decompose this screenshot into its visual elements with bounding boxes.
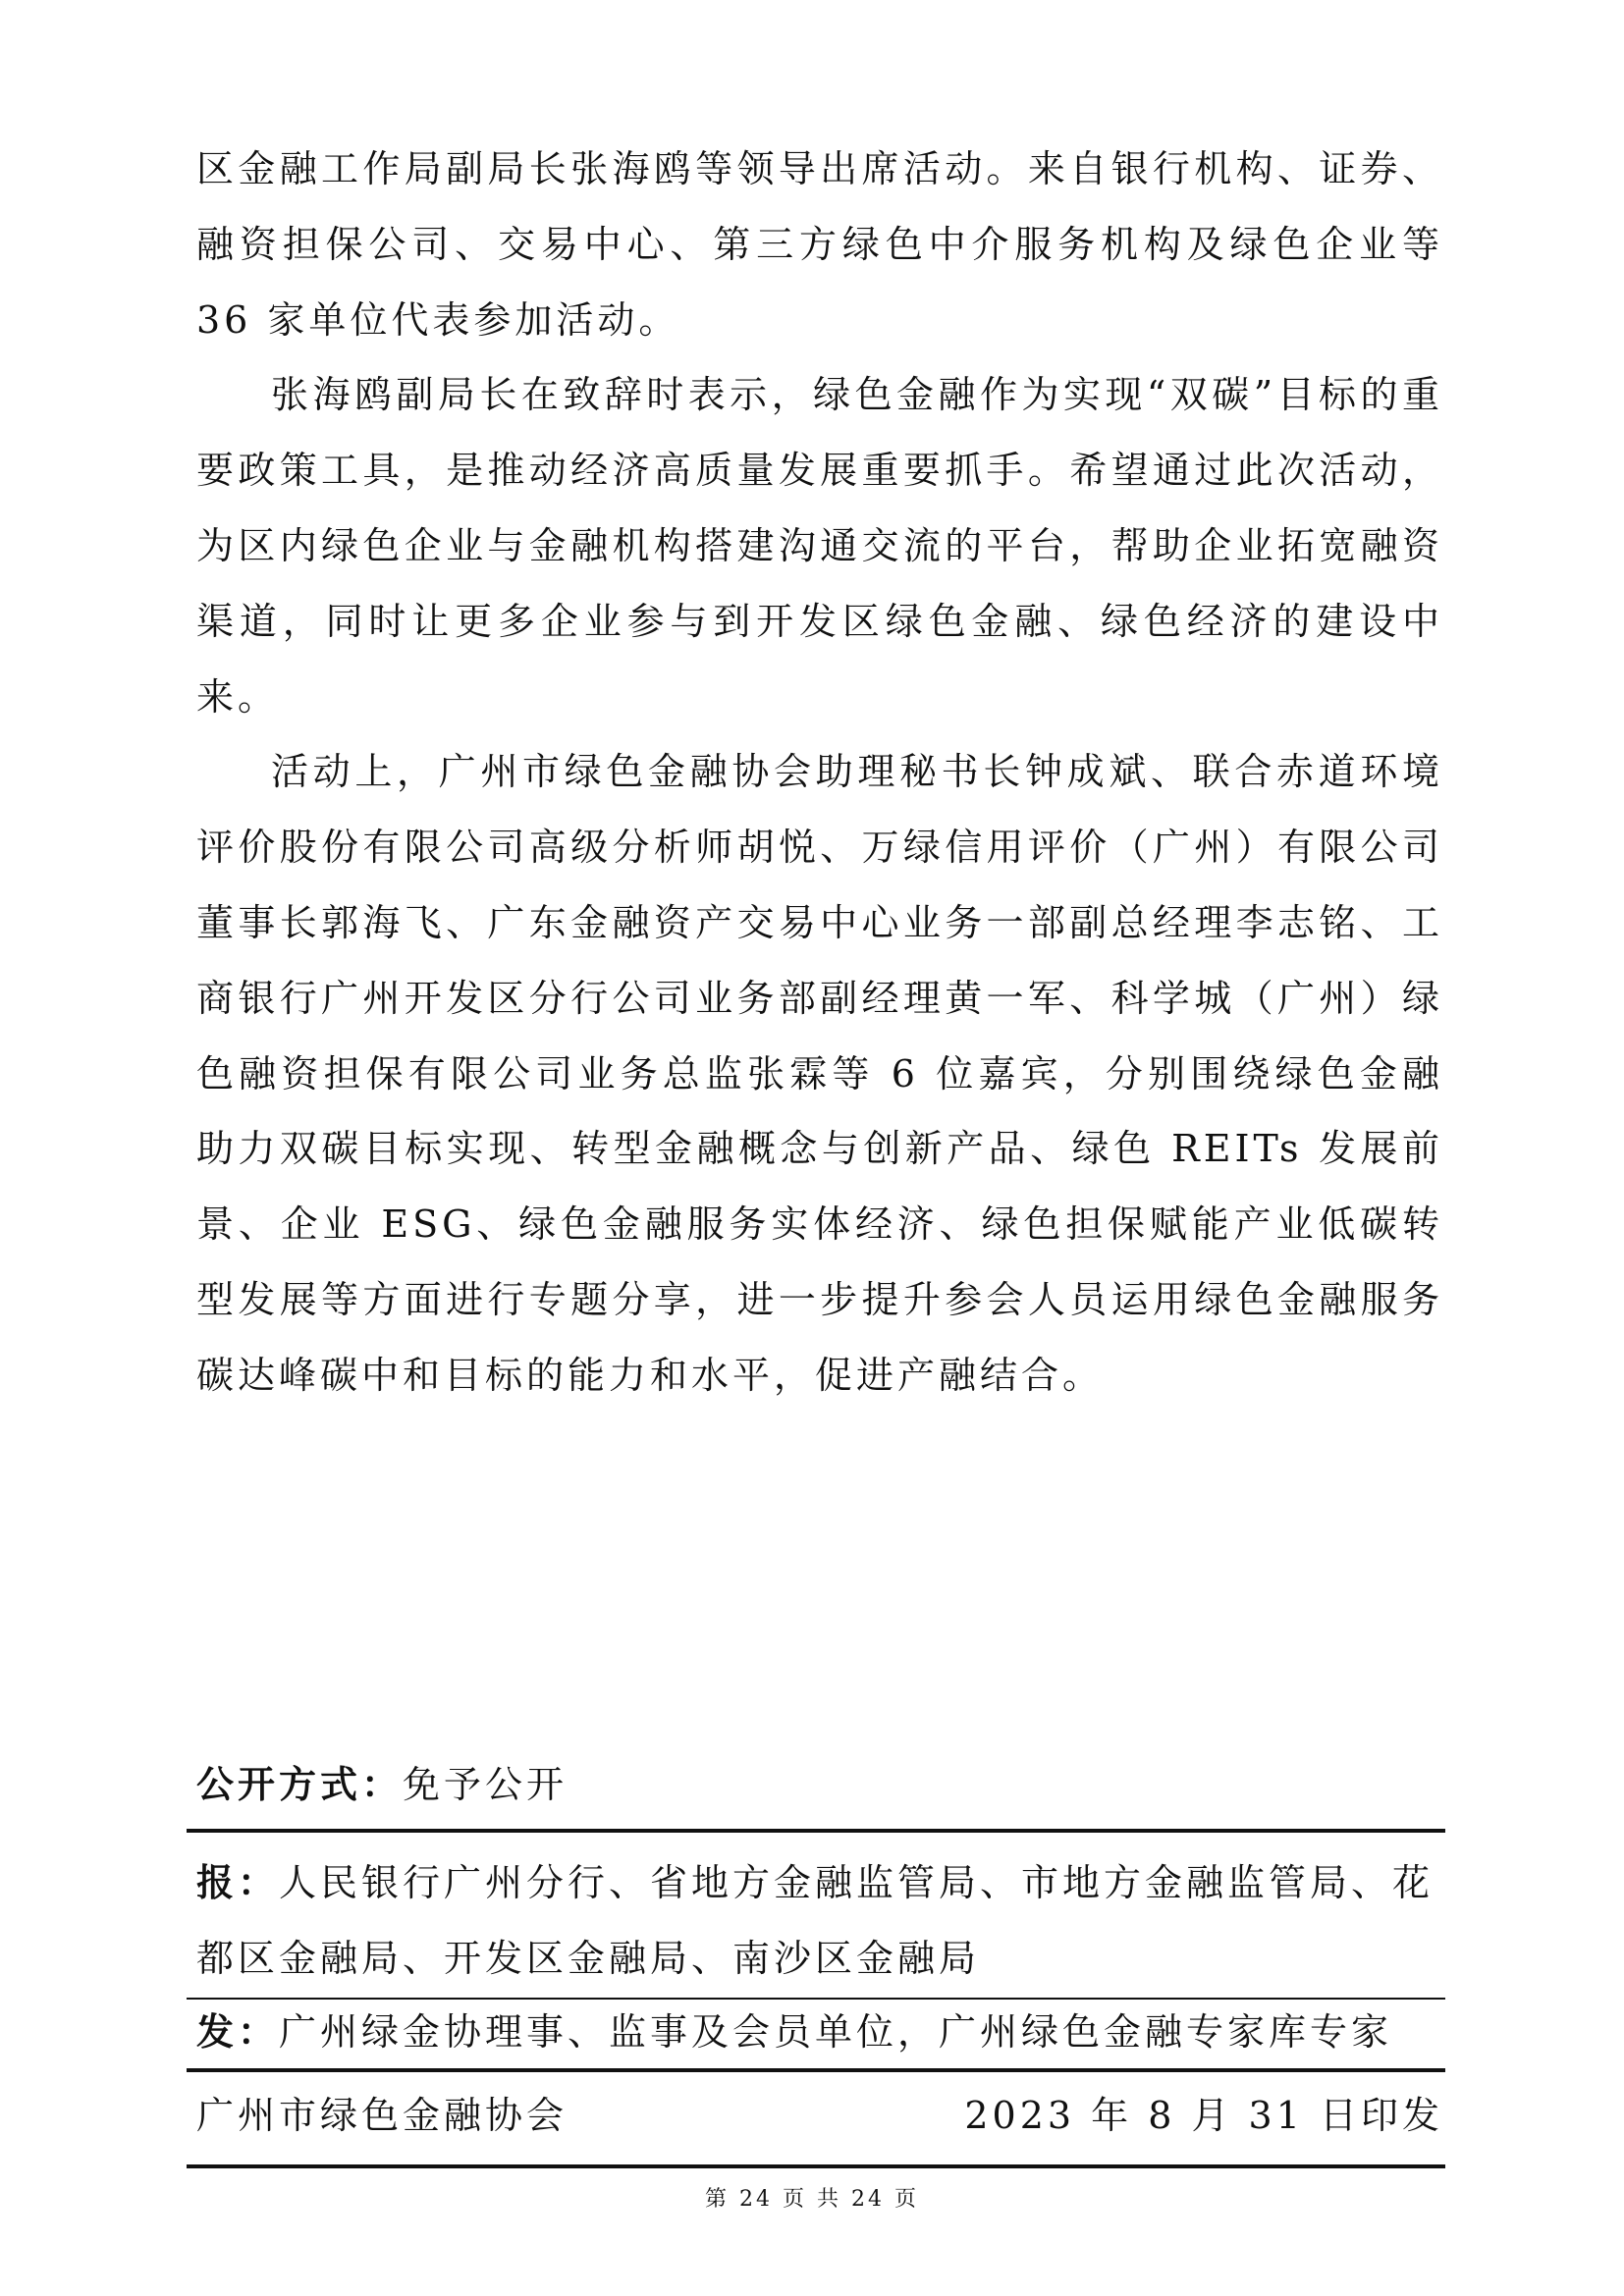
- disclosure-value: 免予公开: [403, 1763, 568, 1806]
- divider-bottom: [187, 2164, 1445, 2168]
- paragraph-sharing: 活动上，广州市绿色金融协会助理秘书长钟成斌、联合赤道环境评价股份有限公司高级分析师胡悦、万绿信用评价（广州）有限公司董事长郭海飞、广东金融资产交易中心业务一部副总经理李志铭、工商银行广州开发区分行公司业务部副经理黄一军、科学城（广州）绿色融资担保有限公司业务总监张霖等 6 位嘉宾，分别围绕绿色金融助力双碳目标实现、转型金融概念与创新产品、绿色 REITs 发展前景、企业 ESG、绿色金融服务实体经济、绿色担保赋能产业低碳转型发展等方面进行专题分享，进一步提升参会人员运用绿色金融服务碳达峰碳中和目标的能力和水平，促进产融结合。: [196, 750, 1443, 1397]
- report-value: 人民银行广州分行、省地方金融监管局、市地方金融监管局、花都区金融局、开发区金融局、南沙区金融局: [196, 1861, 1435, 1980]
- report-to-block: [196, 1845, 1443, 1997]
- issuer-row: [196, 2081, 1443, 2150]
- issue-date: 2023 年 8 月 31 日印发: [964, 2094, 1443, 2137]
- disclosure-line: [196, 1757, 568, 1812]
- issue-to-block: [196, 2002, 1443, 2061]
- paragraph-attendees: 区金融工作局副局长张海鸥等领导出席活动。来自银行机构、证券、融资担保公司、交易中心、第三方绿色中介服务机构及绿色企业等 36 家单位代表参加活动。: [196, 147, 1443, 342]
- issue-value: 广州绿金协理事、监事及会员单位，广州绿色金融专家库专家: [279, 2010, 1393, 2054]
- disclosure-label: 公开方式：: [196, 1762, 404, 1806]
- divider-issue: [187, 2068, 1445, 2072]
- divider-report: [187, 1998, 1445, 2000]
- document-body: [196, 132, 1443, 1414]
- issuing-organization: 广州市绿色金融协会: [196, 2094, 568, 2137]
- report-label: 报：: [196, 1860, 280, 1904]
- divider-top: [187, 1829, 1445, 1833]
- page-number: 第 24 页 共 24 页: [705, 2187, 919, 2212]
- issue-label: 发：: [196, 2009, 280, 2054]
- paragraph-speech: 张海鸥副局长在致辞时表示，绿色金融作为实现“双碳”目标的重要政策工具，是推动经济高质量发展重要抓手。希望通过此次活动，为区内绿色企业与金融机构搭建沟通交流的平台，帮助企业拓宽融资渠道，同时让更多企业参与到开发区绿色金融、绿色经济的建设中来。: [196, 373, 1443, 719]
